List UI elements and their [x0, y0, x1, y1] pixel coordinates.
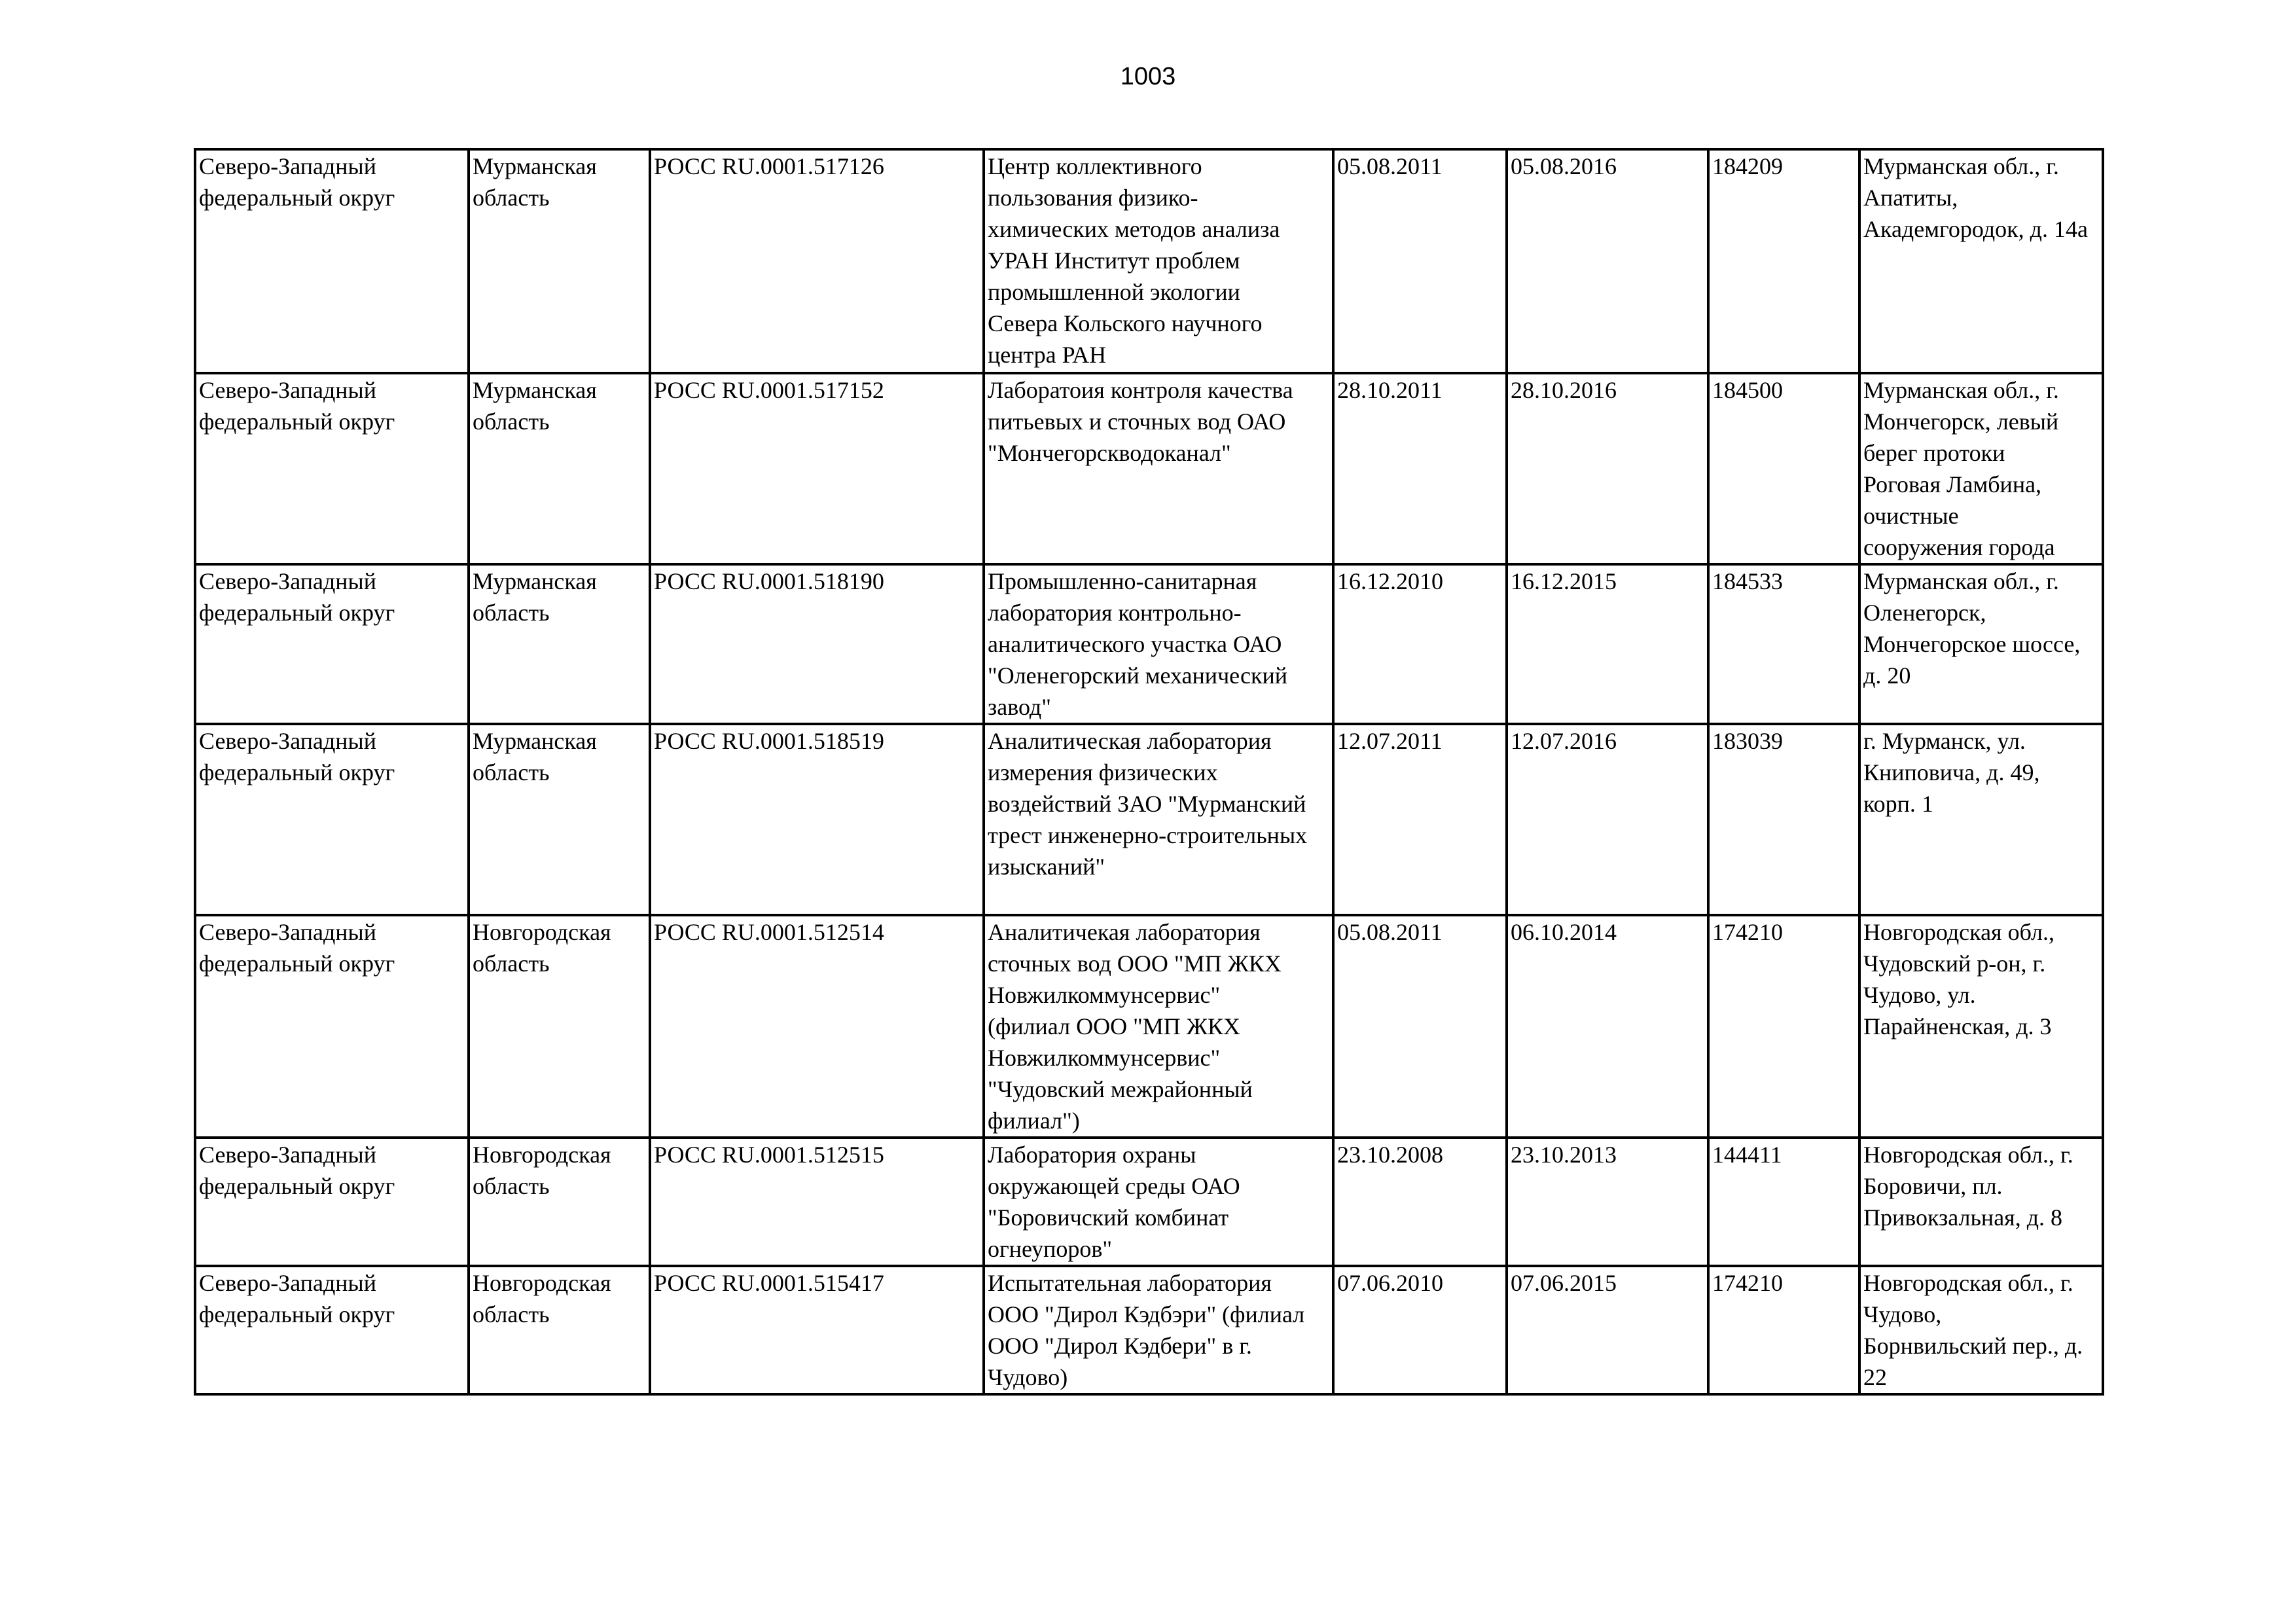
- region-cell: Мурманская область: [469, 724, 650, 915]
- date-from-cell: 05.08.2011: [1333, 149, 1507, 373]
- date-to-cell: 16.12.2015: [1507, 564, 1708, 724]
- address-cell: Новгородская обл., г. Чудово, Борнвильский пер., д. 22: [1859, 1266, 2103, 1394]
- laboratory-registry-table: [194, 148, 2104, 1396]
- postcode-cell: 144411: [1708, 1138, 1859, 1266]
- postcode-cell: 174210: [1708, 915, 1859, 1138]
- region-cell: Мурманская область: [469, 373, 650, 564]
- registration-number-cell: РОСС RU.0001.515417: [650, 1266, 984, 1394]
- address-cell: Мурманская обл., г. Мончегорск, левый берег протоки Роговая Ламбина, очистные сооружения города: [1859, 373, 2103, 564]
- postcode-cell: 183039: [1708, 724, 1859, 915]
- date-to-cell: 07.06.2015: [1507, 1266, 1708, 1394]
- date-from-cell: 16.12.2010: [1333, 564, 1507, 724]
- postcode-cell: 174210: [1708, 1266, 1859, 1394]
- date-from-cell: 28.10.2011: [1333, 373, 1507, 564]
- page-number: 1003: [1120, 63, 1176, 90]
- district-cell: Северо-Западный федеральный округ: [195, 564, 469, 724]
- postcode-cell: 184533: [1708, 564, 1859, 724]
- district-cell: Северо-Западный федеральный округ: [195, 915, 469, 1138]
- registration-number-cell: РОСС RU.0001.518190: [650, 564, 984, 724]
- region-cell: Новгородская область: [469, 1138, 650, 1266]
- registration-number-cell: РОСС RU.0001.518519: [650, 724, 984, 915]
- table-row: [195, 564, 2103, 724]
- district-cell: Северо-Западный федеральный округ: [195, 724, 469, 915]
- date-from-cell: 12.07.2011: [1333, 724, 1507, 915]
- district-cell: Северо-Западный федеральный округ: [195, 1266, 469, 1394]
- laboratory-name-cell: Аналитическая лаборатория измерения физических воздействий ЗАО "Мурманский трест инженерно-строительных изысканий": [984, 724, 1333, 915]
- district-cell: Северо-Западный федеральный округ: [195, 149, 469, 373]
- date-to-cell: 23.10.2013: [1507, 1138, 1708, 1266]
- date-to-cell: 28.10.2016: [1507, 373, 1708, 564]
- date-from-cell: 07.06.2010: [1333, 1266, 1507, 1394]
- address-cell: Новгородская обл., г. Боровичи, пл. Привокзальная, д. 8: [1859, 1138, 2103, 1266]
- laboratory-name-cell: Промышленно-санитарная лаборатория контрольно- аналитического участка ОАО "Оленегорский механический завод": [984, 564, 1333, 724]
- date-to-cell: 05.08.2016: [1507, 149, 1708, 373]
- table-row: [195, 724, 2103, 915]
- region-cell: Новгородская область: [469, 915, 650, 1138]
- laboratory-name-cell: Лаборатория охраны окружающей среды ОАО "Боровичский комбинат огнеупоров": [984, 1138, 1333, 1266]
- table-row: [195, 915, 2103, 1138]
- region-cell: Мурманская область: [469, 564, 650, 724]
- table-row: [195, 1138, 2103, 1266]
- registration-number-cell: РОСС RU.0001.517152: [650, 373, 984, 564]
- laboratory-name-cell: Центр коллективного пользования физико- химических методов анализа УРАН Институт проблем промышленной экологии Севера Кольского научного центра РАН: [984, 149, 1333, 373]
- laboratory-name-cell: Аналитичекая лаборатория сточных вод ООО "МП ЖКХ Новжилкоммунсервис" (филиал ООО "МП ЖКХ Новжилкоммунсервис" "Чудовский межрайонный филиал"): [984, 915, 1333, 1138]
- region-cell: Мурманская область: [469, 149, 650, 373]
- date-to-cell: 06.10.2014: [1507, 915, 1708, 1138]
- table-row: [195, 1266, 2103, 1394]
- district-cell: Северо-Западный федеральный округ: [195, 373, 469, 564]
- table-row: [195, 373, 2103, 564]
- registration-number-cell: РОСС RU.0001.512514: [650, 915, 984, 1138]
- date-to-cell: 12.07.2016: [1507, 724, 1708, 915]
- laboratory-name-cell: Лаборатоия контроля качества питьевых и сточных вод ОАО "Мончегорскводоканал": [984, 373, 1333, 564]
- address-cell: Мурманская обл., г. Апатиты, Академгородок, д. 14а: [1859, 149, 2103, 373]
- registration-number-cell: РОСС RU.0001.517126: [650, 149, 984, 373]
- table-row: [195, 149, 2103, 373]
- postcode-cell: 184500: [1708, 373, 1859, 564]
- postcode-cell: 184209: [1708, 149, 1859, 373]
- address-cell: г. Мурманск, ул. Книповича, д. 49, корп. 1: [1859, 724, 2103, 915]
- date-from-cell: 05.08.2011: [1333, 915, 1507, 1138]
- address-cell: Новгородская обл., Чудовский р-он, г. Чудово, ул. Парайненская, д. 3: [1859, 915, 2103, 1138]
- date-from-cell: 23.10.2008: [1333, 1138, 1507, 1266]
- address-cell: Мурманская обл., г. Оленегорск, Мончегорское шоссе, д. 20: [1859, 564, 2103, 724]
- laboratory-name-cell: Испытательная лаборатория ООО "Дирол Кэдбэри" (филиал ООО "Дирол Кэдбери" в г. Чудово): [984, 1266, 1333, 1394]
- region-cell: Новгородская область: [469, 1266, 650, 1394]
- district-cell: Северо-Западный федеральный округ: [195, 1138, 469, 1266]
- registration-number-cell: РОСС RU.0001.512515: [650, 1138, 984, 1266]
